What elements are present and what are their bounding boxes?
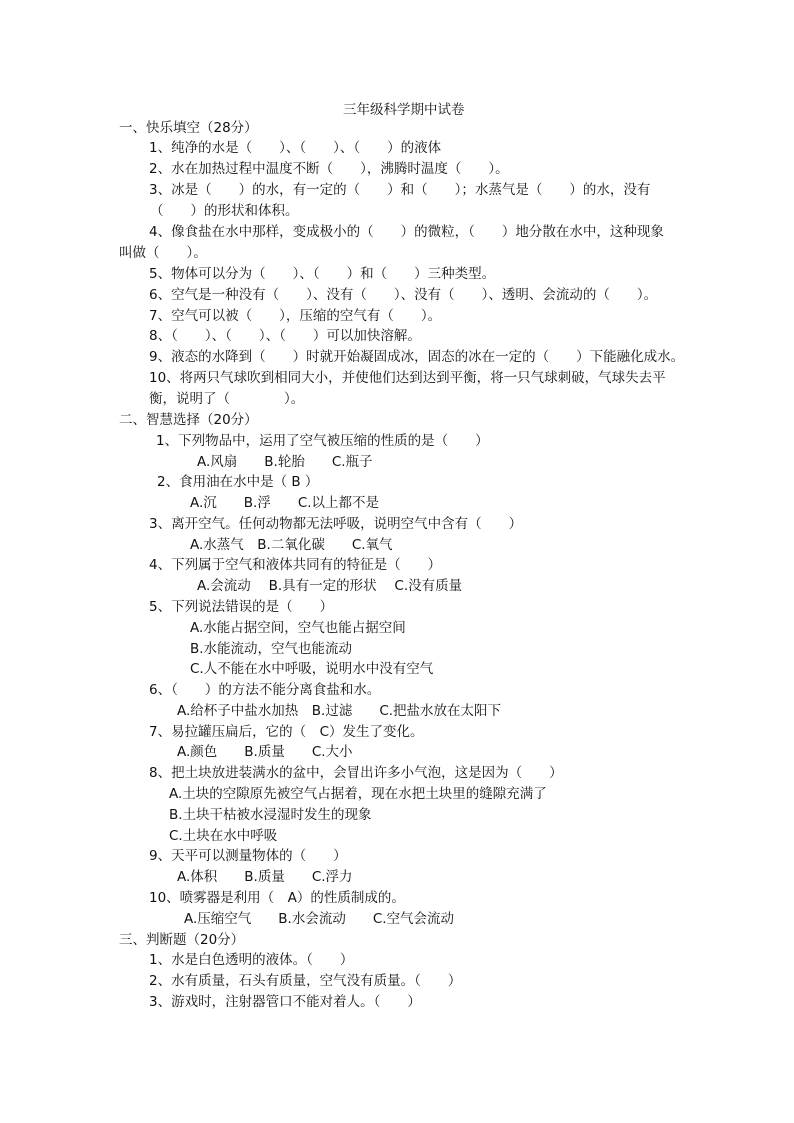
option-line: C.人不能在水中呼吸，说明水中没有空气 <box>190 661 434 677</box>
question-line: 1、纯净的水是（ ）、（ ）、（ ）的液体 <box>149 140 442 156</box>
question-line: 10、喷雾器是利用（ A）的性质制成的。 <box>149 890 405 906</box>
question-line: 叫做（ ）。 <box>119 245 207 261</box>
section-heading: 二、智慧选择（20分） <box>119 412 258 428</box>
question-line: 7、易拉罐压扁后，它的（ C）发生了变化。 <box>149 724 424 740</box>
option-line: C.土块在水中呼吸 <box>169 828 278 844</box>
section-heading: 一、快乐填空（28分） <box>119 120 258 136</box>
question-line: 3、冰是（ ）的水，有一定的（ ）和（ ）；水蒸气是（ ）的水，没有 <box>149 182 651 198</box>
question-line: 1、水是白色透明的液体。（ ） <box>149 952 354 968</box>
option-line: A.风扇 B.轮胎 C.瓶子 <box>197 454 373 470</box>
option-line: A.体积 B.质量 C.浮力 <box>177 869 353 885</box>
question-line: 2、水在加热过程中温度不断（ ），沸腾时温度（ ）。 <box>149 161 509 177</box>
question-line: 2、食用油在水中是（ B ） <box>157 474 319 490</box>
option-line: A.压缩空气 B.水会流动 C.空气会流动 <box>184 911 455 927</box>
option-line: A.给杯子中盐水加热 B.过滤 C.把盐水放在太阳下 <box>177 703 502 719</box>
question-line: 9、液态的水降到（ ）时就开始凝固成冰，固态的冰在一定的（ ）下能融化成水。 <box>149 349 685 365</box>
question-line: 8、（ ）、（ ）、（ ）可以加快溶解。 <box>149 328 421 344</box>
question-line: 1、下列物品中，运用了空气被压缩的性质的是（ ） <box>156 433 489 449</box>
question-line: 3、游戏时，注射器管口不能对着人。（ ） <box>149 994 421 1010</box>
question-line: （ ）的形状和体积。 <box>150 203 299 219</box>
question-line: 6、空气是一种没有（ ）、没有（ ）、没有（ ）、透明、会流动的（ ）。 <box>149 287 658 303</box>
question-line: 8、把土块放进装满水的盆中，会冒出许多小气泡，这是因为（ ） <box>149 765 563 781</box>
option-line: A.沉 B.浮 C.以上都不是 <box>190 495 380 511</box>
question-line: 衡，说明了（ ）。 <box>149 391 305 407</box>
question-line: 5、物体可以分为（ ）、（ ）和（ ）三种类型。 <box>149 266 496 282</box>
question-line: 4、像食盐在水中那样，变成极小的（ ）的微粒，（ ）地分散在水中，这种现象 <box>149 224 664 240</box>
page-title: 三年级科学期中试卷 <box>343 102 465 118</box>
question-line: 5、下列说法错误的是（ ） <box>149 599 334 615</box>
section-heading: 三、判断题（20分） <box>119 932 245 948</box>
question-line: 9、天平可以测量物体的（ ） <box>149 848 347 864</box>
option-line: A.会流动 B.具有一定的形状 C.没有质量 <box>197 578 463 594</box>
option-line: B.土块干枯被水浸湿时发生的现象 <box>169 807 372 823</box>
question-line: 2、水有质量，石头有质量，空气没有质量。（ ） <box>149 973 462 989</box>
question-line: 6、（ ）的方法不能分离食盐和水。 <box>149 682 381 698</box>
option-line: A.水能占据空间，空气也能占据空间 <box>190 620 406 636</box>
option-line: A.颜色 B.质量 C.大小 <box>177 744 353 760</box>
option-line: B.水能流动，空气也能流动 <box>190 641 353 657</box>
question-line: 10、将两只气球吹到相同大小，并使他们达到达到平衡，将一只气球刺破，气球失去平 <box>149 370 666 386</box>
question-line: 3、离开空气。任何动物都无法呼吸，说明空气中含有（ ） <box>149 516 523 532</box>
option-line: A.土块的空隙原先被空气占据着，现在水把土块里的缝隙充满了 <box>169 786 547 802</box>
option-line: A.水蒸气 B.二氧化碳 C.氧气 <box>190 537 393 553</box>
question-line: 4、下列属于空气和液体共同有的特征是（ ） <box>149 557 442 573</box>
question-line: 7、空气可以被（ ），压缩的空气有（ ）。 <box>149 308 442 324</box>
